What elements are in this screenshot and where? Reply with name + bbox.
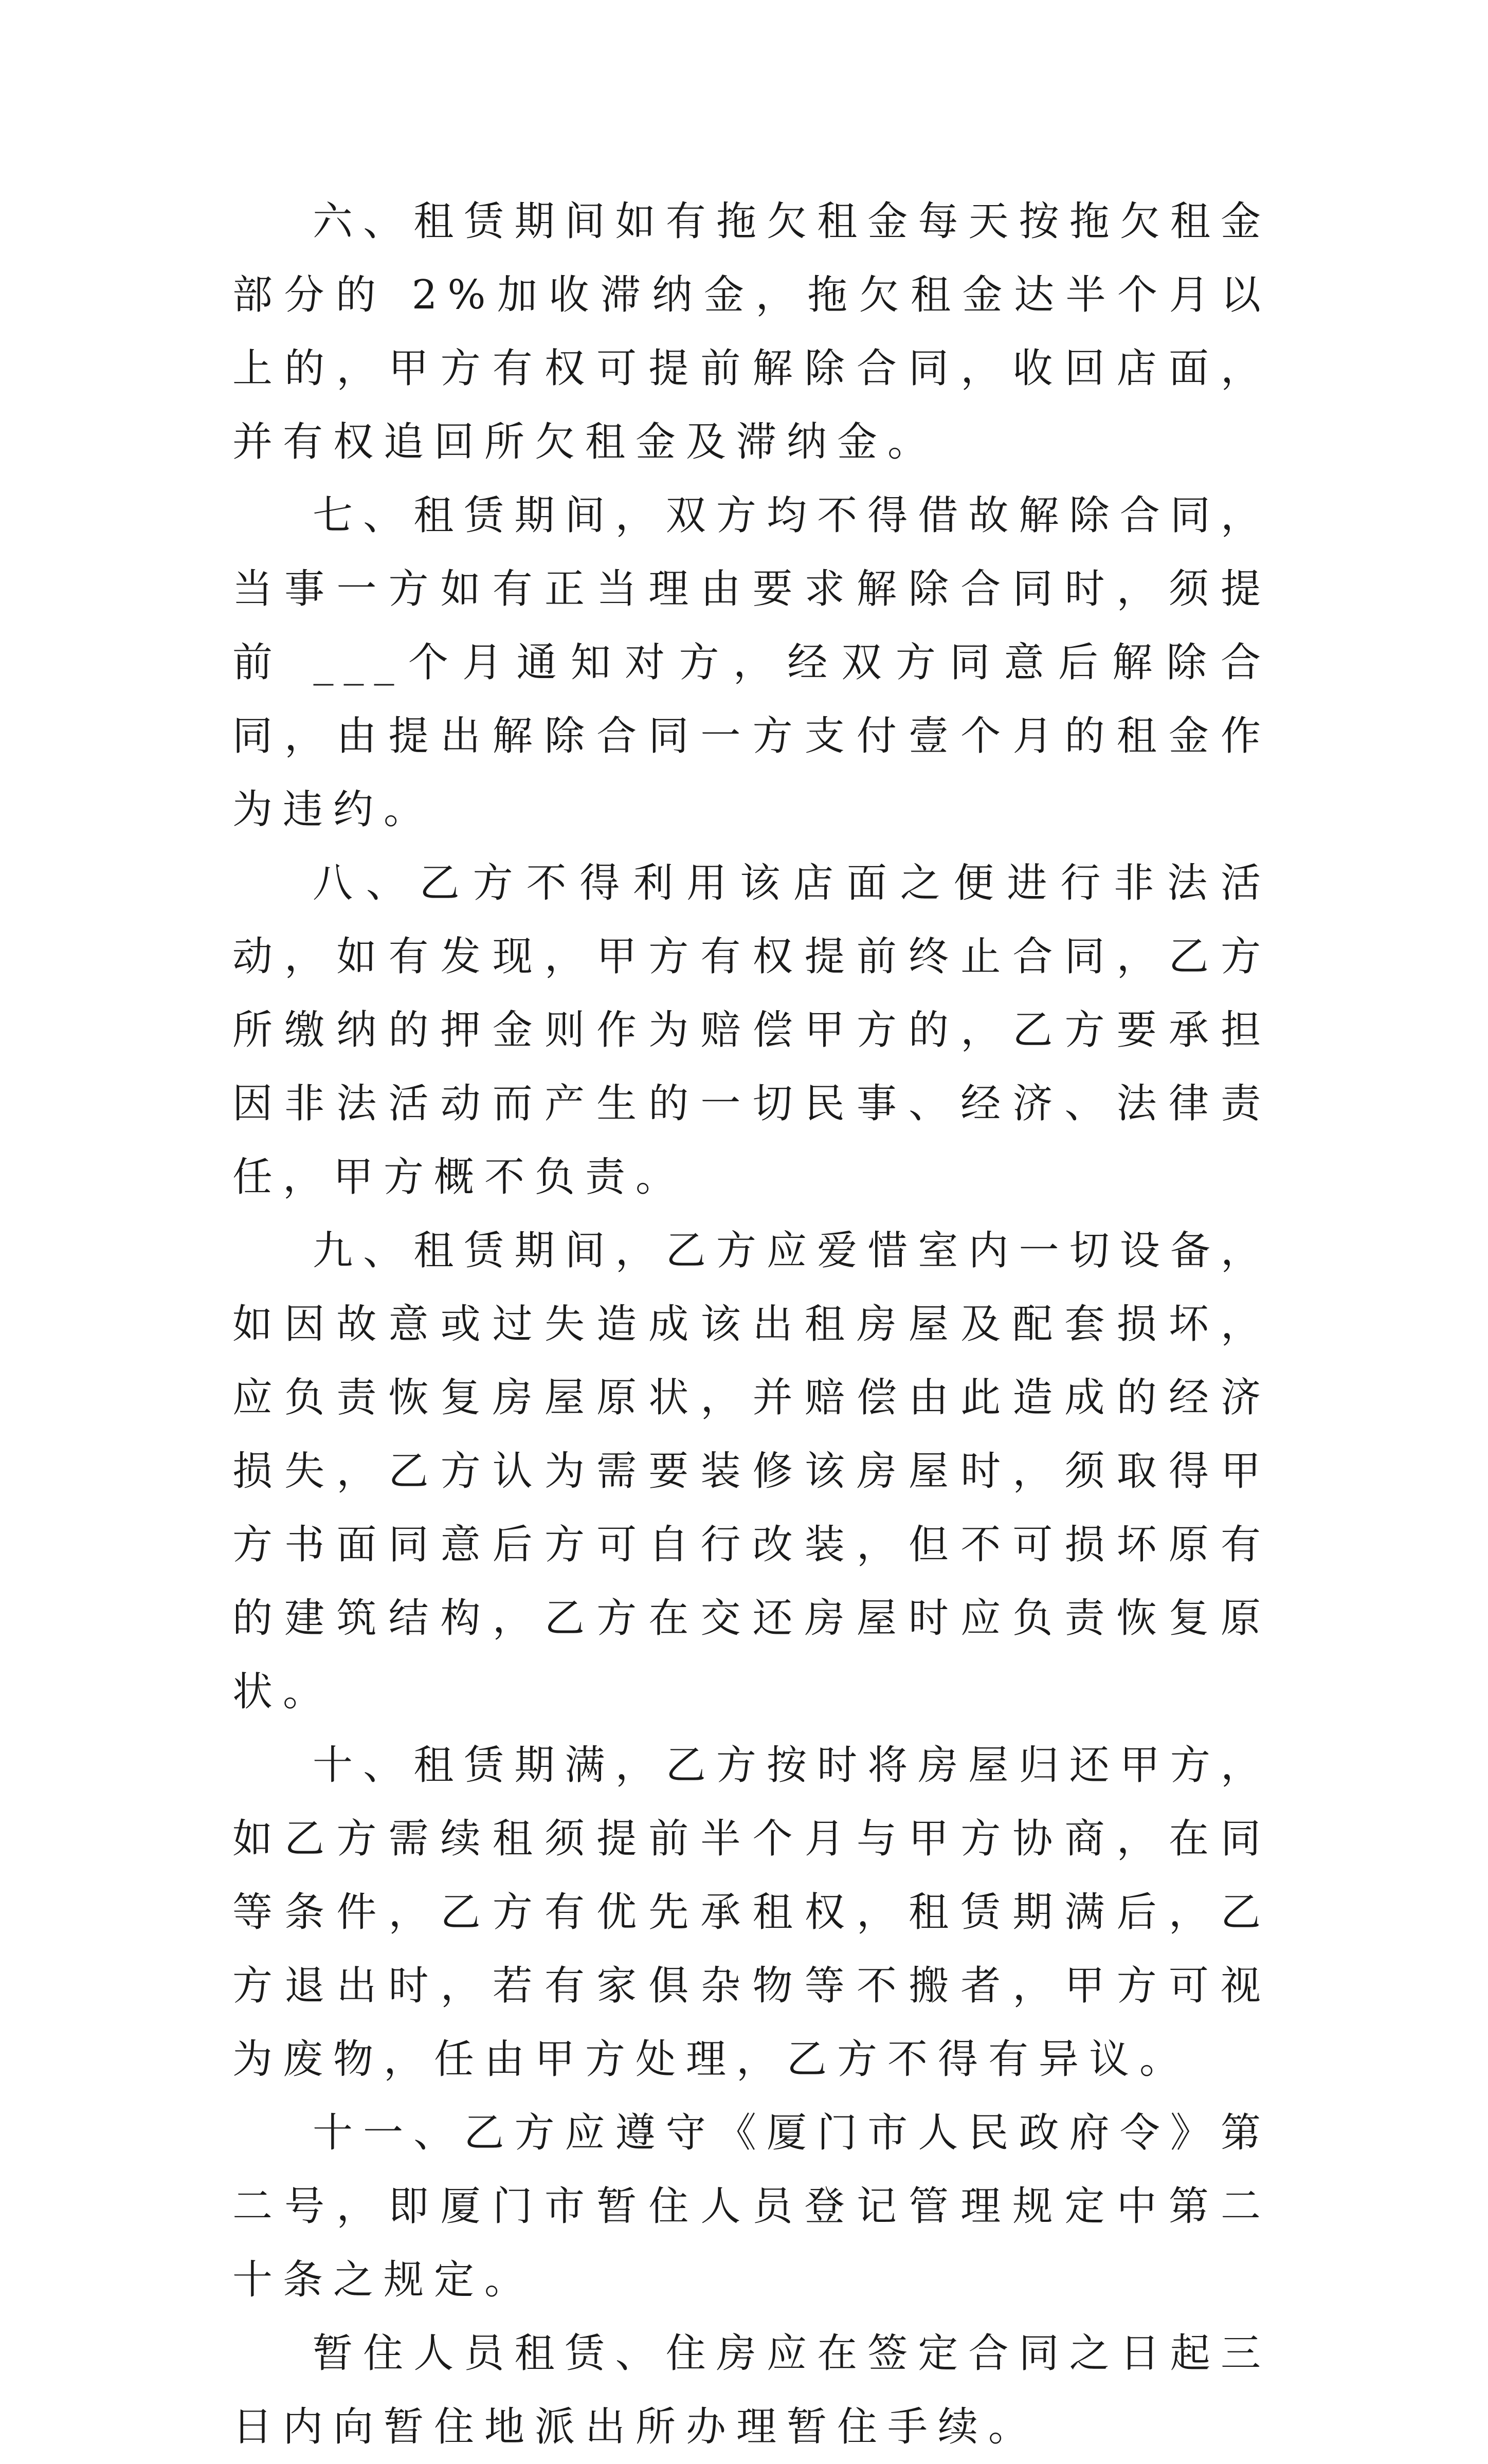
clause-6-paragraph: 六、租赁期间如有拖欠租金每天按拖欠租金部分的 2%加收滞纳金，拖欠租金达半个月以上的，甲方有权可提前解除合同，收回店面，并有权追回所欠租金及滞纳金。 [232,198,1271,465]
clause-7-paragraph: 七、租赁期间，双方均不得借故解除合同，当事一方如有正当理由要求解除合同时，须提前 ___个月通知对方，经双方同意后解除合同，由提出解除合同一方支付壹个月的租金作为违约。 [232,492,1271,833]
clause-8-paragraph: 八、乙方不得利用该店面之便进行非法活动，如有发现，甲方有权提前终止合同，乙方所缴纳的押金则作为赔偿甲方的，乙方要承担因非法活动而产生的一切民事、经济、法律责任，甲方概不负责。 [232,860,1271,1200]
clause-10-paragraph: 十、租赁期满，乙方按时将房屋归还甲方，如乙方需续租须提前半个月与甲方协商，在同等条件，乙方有优先承租权，租赁期满后，乙方退出时，若有家俱杂物等不搬者，甲方可视为废物，任由甲方处理，乙方不得有异议。 [232,1742,1271,2083]
temporary-residence-paragraph: 暂住人员租赁、住房应在签定合同之日起三日内向暂住地派出所办理暂住手续。 [232,2330,1271,2450]
document-body [232,185,1271,2464]
clause-9-paragraph: 九、租赁期间，乙方应爱惜室内一切设备，如因故意或过失造成该出租房屋及配套损坏，应负责恢复房屋原状，并赔偿由此造成的经济损失，乙方认为需要装修该房屋时，须取得甲方书面同意后方可自行改装，但不可损坏原有的建筑结构，乙方在交还房屋时应负责恢复原状。 [232,1228,1271,1715]
clause-11-paragraph: 十一、乙方应遵守《厦门市人民政府令》第二号，即厦门市暂住人员登记管理规定中第二十条之规定。 [232,2110,1271,2303]
